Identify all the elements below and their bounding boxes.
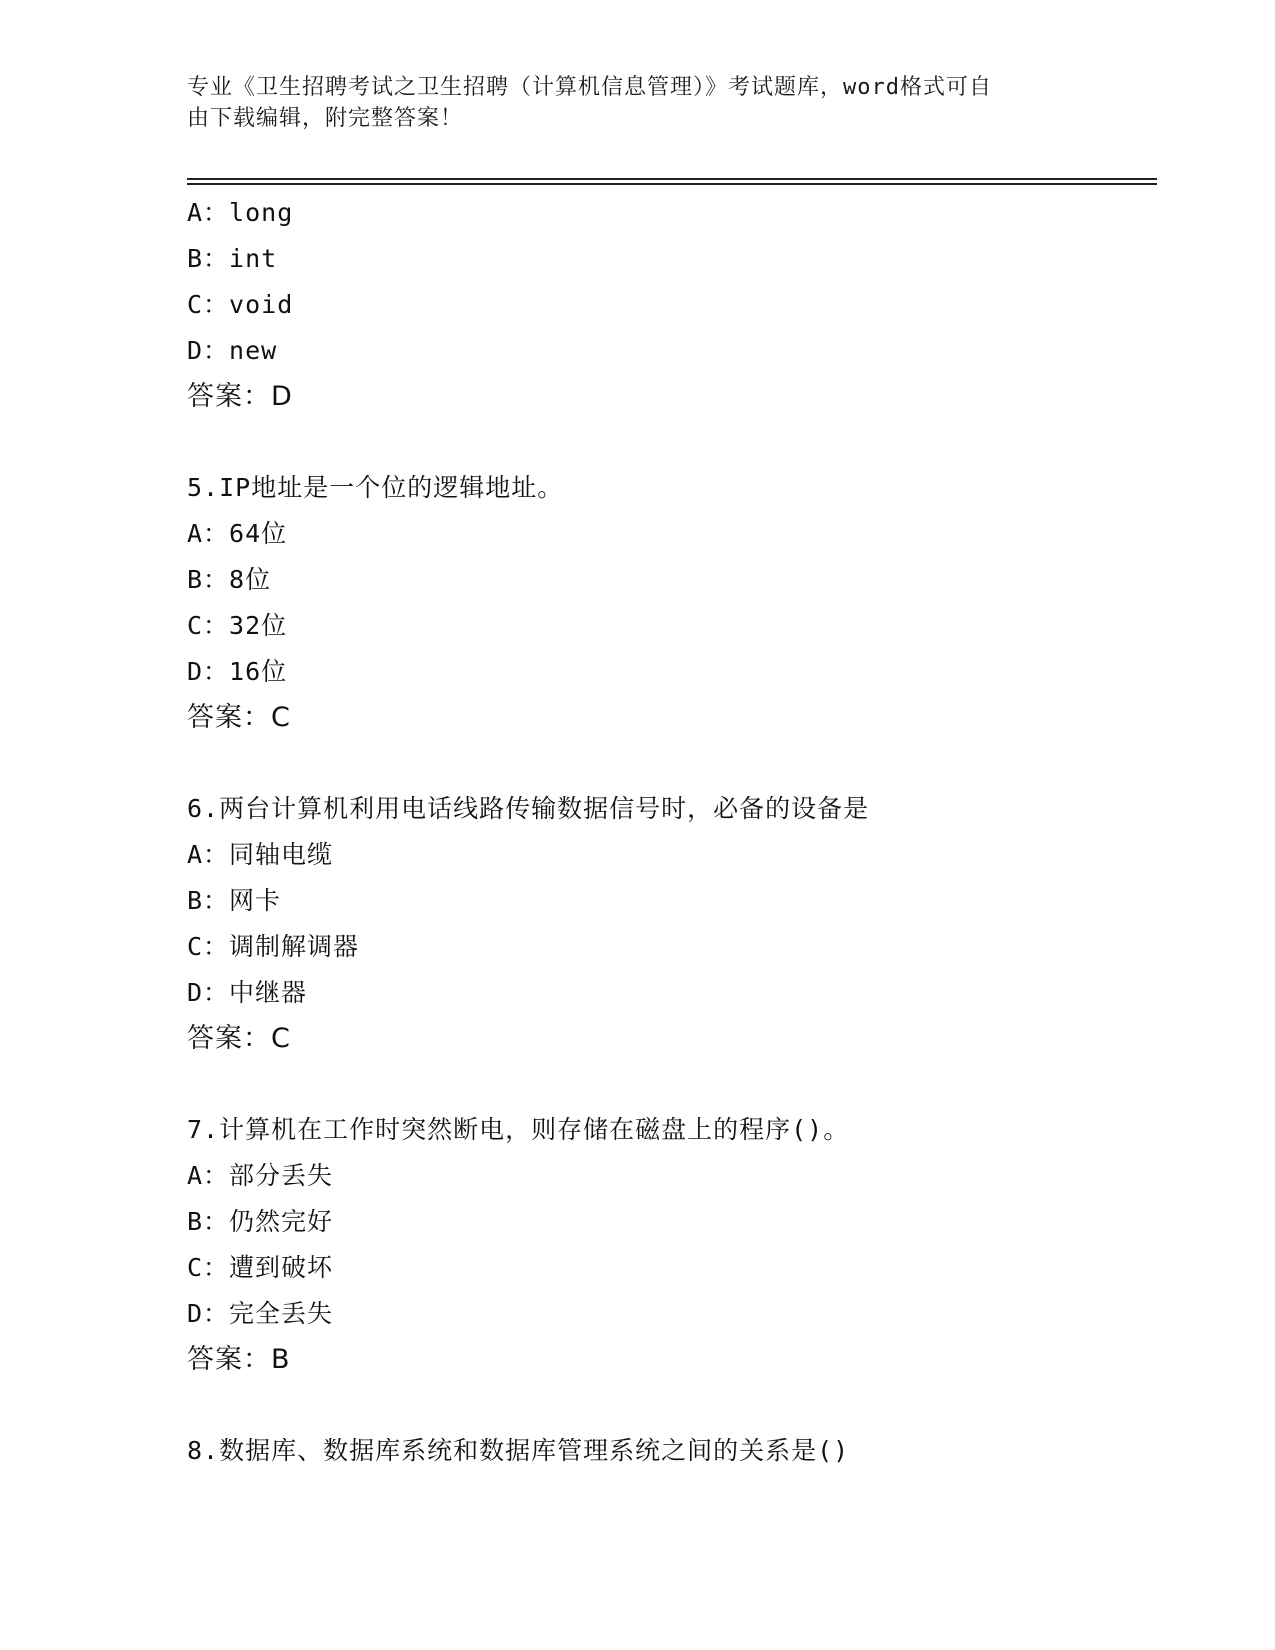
question-list [187,190,1147,1474]
option-c: C：调制解调器 [187,932,360,961]
option-c: C：遭到破坏 [187,1253,334,1282]
answer: 答案：D [187,381,293,412]
header-line-1: 专业《卫生招聘考试之卫生招聘（计算机信息管理）》考试题库，word格式可自 [187,75,992,100]
option-b: B：仍然完好 [187,1207,334,1236]
spacer [187,420,1147,465]
option-a: A：同轴电缆 [187,840,334,869]
option-d: D：中继器 [187,978,308,1007]
option-c: C：void [187,290,294,319]
question-text: 8.数据库、数据库系统和数据库管理系统之间的关系是() [187,1436,850,1465]
question-text: 6.两台计算机利用电话线路传输数据信号时，必备的设备是 [187,794,870,823]
option-b: B：int [187,244,278,273]
question-7 [187,1107,1147,1383]
answer: 答案：C [187,1023,291,1054]
question-4 [187,190,1147,420]
option-b: B：网卡 [187,886,282,915]
question-5 [187,465,1147,741]
option-a: A：部分丢失 [187,1161,334,1190]
document-header [187,72,1067,134]
option-a: A：64位 [187,519,288,548]
question-8 [187,1428,1147,1474]
option-d: D：16位 [187,657,288,686]
spacer [187,1062,1147,1107]
answer: 答案：B [187,1344,291,1375]
header-line-2: 由下载编辑，附完整答案！ [187,106,464,131]
option-c: C：32位 [187,611,288,640]
option-d: D：完全丢失 [187,1299,334,1328]
option-a: A：long [187,198,294,227]
spacer [187,1383,1147,1428]
option-d: D：new [187,336,278,365]
header-divider-top [187,178,1157,180]
question-text: 7.计算机在工作时突然断电，则存储在磁盘上的程序()。 [187,1115,850,1144]
answer: 答案：C [187,702,291,733]
option-b: B：8位 [187,565,272,594]
question-6 [187,786,1147,1062]
header-divider-bottom [187,183,1157,185]
spacer [187,741,1147,786]
question-text: 5.IP地址是一个位的逻辑地址。 [187,473,564,502]
